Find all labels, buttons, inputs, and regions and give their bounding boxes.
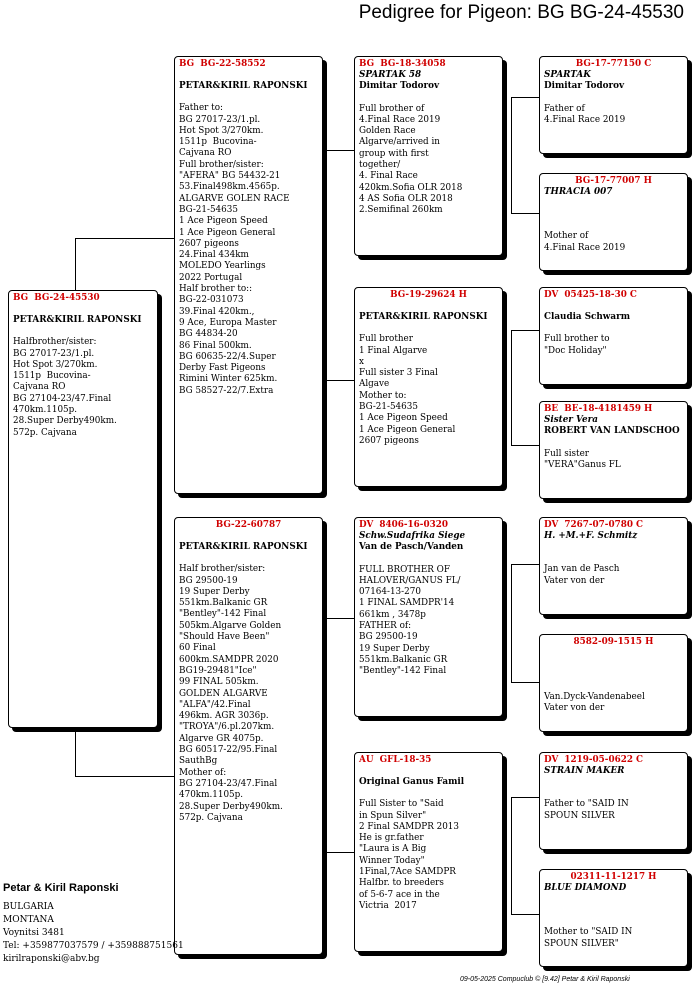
- note-line: 1 Ace Pigeon Speed: [359, 413, 448, 424]
- connector-line: [511, 682, 539, 683]
- pigeon-notes: [544, 927, 683, 950]
- note-line: "Should Have Been": [179, 632, 270, 643]
- ring-number: BE BE-18-4181459 H: [544, 404, 653, 414]
- note-line: Vater von der: [544, 703, 605, 714]
- pigeon-notes: [179, 564, 318, 824]
- breeder-name: Petar & Kiril Raponski: [3, 882, 119, 894]
- ring-number: BG-19-29624 H: [390, 290, 467, 300]
- note-line: 4. Final Race: [359, 171, 418, 182]
- note-line: 505km.Algarve Golden: [179, 620, 282, 631]
- note-line: "TROYA"/6.pl.207km.: [179, 722, 275, 733]
- owner-name: PETAR&KIRIL RAPONSKI: [13, 315, 142, 325]
- note-line: BG 27104-23/47.Final: [179, 778, 278, 789]
- note-line: 1 Final Algarve: [359, 345, 428, 356]
- ring-number: BG BG-24-45530: [13, 293, 100, 303]
- connector-line: [324, 380, 354, 381]
- pigeon-name: Sister Vera: [544, 415, 598, 425]
- connector-line: [324, 618, 354, 619]
- ring-number: BG-17-77150 C: [575, 59, 652, 69]
- note-line: BG-22-031073: [179, 295, 244, 306]
- owner-name: PETAR&KIRIL RAPONSKI: [359, 312, 488, 322]
- note-line: Full sister: [544, 448, 589, 459]
- owner-name: Van de Pasch/Vanden: [359, 542, 464, 553]
- note-line: Mother of:: [179, 767, 227, 778]
- pigeon-name: BLUE DIAMOND: [544, 883, 627, 893]
- pigeon-card-mother-father[interactable]: [354, 517, 503, 717]
- connector-line: [75, 729, 76, 776]
- page-title: Pedigree for Pigeon: BG BG-24-45530: [358, 2, 684, 23]
- note-line: BG 58527-22/7.Extra: [179, 385, 274, 396]
- pigeon-notes: [544, 799, 683, 822]
- note-line: 9 Ace, Europa Master: [179, 317, 277, 328]
- note-line: BG 29500-19: [179, 575, 238, 586]
- ring-number: BG BG-18-34058: [359, 59, 446, 69]
- ring-number: DV 8406-16-0320: [359, 520, 448, 530]
- ring-number: DV 7267-07-0780 C: [544, 520, 643, 530]
- note-line: BG-21-54635: [179, 204, 238, 215]
- note-line: kirilraponski@abv.bg: [3, 954, 100, 964]
- note-line: 1511p Bucovina-: [13, 371, 91, 382]
- note-line: "ALFA"/42.Final: [179, 699, 251, 710]
- owner-name: Claudia Schwarm: [544, 312, 631, 322]
- note-line: Hot Spot 3/270km.: [13, 359, 98, 370]
- note-line: Rimini Winter 625km.: [179, 374, 278, 385]
- note-line: 19 Super Derby: [359, 643, 430, 654]
- connector-line: [511, 797, 539, 798]
- connector-line: [511, 97, 512, 213]
- pigeon-notes: [359, 565, 498, 678]
- note-line: 470km.1105p.: [13, 405, 78, 416]
- note-line: 1 Ace Pigeon General: [359, 424, 456, 435]
- note-line: Half brother/sister:: [179, 564, 266, 575]
- ring-number: DV 1219-05-0622 C: [544, 755, 643, 765]
- note-line: in Spun Silver": [359, 810, 427, 821]
- note-line: BG 60517-22/95.Final: [179, 745, 278, 756]
- note-line: 4 AS Sofia OLR 2018: [359, 193, 453, 204]
- note-line: Full brother to: [544, 334, 610, 345]
- note-line: 28.Super Derby490km.: [179, 801, 283, 812]
- note-line: 07164-13-270: [359, 587, 421, 598]
- owner-name: Dimitar Todorov: [359, 81, 440, 92]
- pigeon-notes: [544, 692, 683, 715]
- pigeon-name: STRAIN MAKER: [544, 766, 625, 776]
- pigeon-card-subject[interactable]: [8, 290, 158, 728]
- note-line: 53.Final498km.4565p.: [179, 182, 280, 193]
- note-line: 2607 pigeons: [179, 238, 239, 249]
- note-line: MOLEDO Yearlings: [179, 261, 266, 272]
- note-line: Golden Race: [359, 126, 416, 137]
- note-line: BG 27017-23/1.pl.: [13, 348, 95, 359]
- note-line: SPOUN SILVER: [544, 810, 615, 821]
- note-line: 551km.Balkanic GR: [359, 654, 448, 665]
- note-line: 39.Final 420km.,: [179, 306, 255, 317]
- note-line: 1 Ace Pigeon General: [179, 227, 276, 238]
- note-line: group with first: [359, 148, 429, 159]
- note-line: 2.Semifinal 260km: [359, 205, 443, 216]
- ring-number: BG-17-77007 H: [575, 176, 652, 186]
- note-line: 2 Final SAMDPR 2013: [359, 821, 459, 832]
- pigeon-card-fmm[interactable]: [539, 401, 688, 499]
- note-line: Jan van de Pasch: [544, 564, 620, 575]
- ring-number: 8582-09-1515 H: [573, 637, 654, 647]
- note-line: "Bentley"-142 Final: [359, 666, 447, 677]
- note-line: Voynitsi 3481: [3, 928, 65, 938]
- note-line: Hot Spot 3/270km.: [179, 125, 264, 136]
- owner-name: Original Ganus Famil: [359, 777, 465, 787]
- note-line: BG-21-54635: [359, 402, 418, 413]
- connector-line: [75, 238, 175, 239]
- connector-line: [511, 564, 512, 682]
- note-line: Cajvana RO: [13, 382, 66, 393]
- note-line: SPOUN SILVER": [544, 938, 619, 949]
- pigeon-card-fff[interactable]: [539, 56, 688, 154]
- note-line: 2607 pigeons: [359, 435, 419, 446]
- note-line: Vater von der: [544, 575, 605, 586]
- ring-number: BG-22-60787: [215, 520, 282, 530]
- note-line: Victria 2017: [359, 900, 417, 911]
- ring-number: 02311-11-1217 H: [570, 872, 657, 882]
- connector-line: [511, 330, 539, 331]
- note-line: 1Final,7Ace SAMDPR: [359, 867, 456, 878]
- pigeon-notes: [359, 334, 498, 447]
- note-line: BG 27104-23/47.Final: [13, 393, 112, 404]
- note-line: Full brother: [359, 334, 413, 345]
- note-line: 551km.Balkanic GR: [179, 598, 268, 609]
- owner-name: ROBERT VAN LANDSCHOO: [544, 426, 680, 437]
- note-line: "Laura is A Big: [359, 844, 427, 855]
- note-line: "Doc Holiday": [544, 345, 607, 356]
- pigeon-name: Schw.Sudafrika Siege: [359, 531, 466, 541]
- note-line: 661km , 3478p: [359, 609, 426, 620]
- note-line: 572p. Cajvana: [179, 812, 243, 823]
- note-line: Algarve/arrived in: [359, 137, 440, 148]
- note-line: of 5-6-7 ace in the: [359, 889, 440, 900]
- breeder-info: [3, 882, 184, 966]
- pigeon-notes: [179, 103, 318, 397]
- pigeon-card-father-father[interactable]: [354, 56, 503, 256]
- note-line: SauthBg: [179, 756, 218, 767]
- note-line: 1511p Bucovina-: [179, 137, 257, 148]
- owner-name: PETAR&KIRIL RAPONSKI: [179, 542, 308, 552]
- note-line: "AFERA" BG 54432-21: [179, 171, 281, 182]
- note-line: Full brother of: [359, 103, 425, 114]
- pigeon-name: SPARTAK 58: [359, 70, 422, 80]
- note-line: FULL BROTHER OF: [359, 564, 450, 575]
- pigeon-card-mmf[interactable]: [539, 752, 688, 850]
- pigeon-name: SPARTAK: [544, 70, 591, 80]
- note-line: 1 FINAL SAMDPR'14: [359, 598, 455, 609]
- pigeon-notes: [359, 799, 498, 912]
- note-line: Father of: [544, 103, 585, 114]
- note-line: GOLDEN ALGARVE: [179, 688, 268, 699]
- pigeon-notes: [544, 104, 683, 127]
- note-line: Derby Fast Pigeons: [179, 363, 266, 374]
- note-line: BG 60635-22/4.Super: [179, 351, 276, 362]
- ring-number: BG BG-22-58552: [179, 59, 266, 69]
- note-line: 4.Final Race 2019: [544, 242, 626, 253]
- pigeon-card-mfm[interactable]: [539, 634, 688, 732]
- ring-number: DV 05425-18-30 C: [544, 290, 637, 300]
- note-line: 19 Super Derby: [179, 586, 250, 597]
- note-line: BG 27017-23/1.pl.: [179, 114, 261, 125]
- note-line: Half brother to::: [179, 284, 253, 295]
- pigeon-notes: [544, 334, 683, 357]
- connector-line: [75, 776, 175, 777]
- pigeon-notes: [13, 337, 153, 439]
- note-line: "Bentley"-142 Final: [179, 609, 267, 620]
- note-line: x: [359, 356, 364, 367]
- connector-line: [324, 852, 354, 853]
- note-line: Cajvana RO: [179, 148, 232, 159]
- note-line: Winner Today": [359, 855, 425, 866]
- note-line: Algave: [359, 379, 390, 390]
- note-line: 86 Final 500km.: [179, 340, 252, 351]
- connector-line: [511, 914, 539, 915]
- note-line: 4.Final Race 2019: [359, 114, 441, 125]
- note-line: BULGARIA: [3, 902, 54, 912]
- pigeon-card-father[interactable]: [174, 56, 323, 494]
- pigeon-notes: [544, 231, 683, 254]
- note-line: Van.Dyck-Vandenabeel: [544, 692, 645, 702]
- note-line: Father to "SAID IN: [544, 799, 629, 810]
- pigeon-card-ffm[interactable]: [539, 173, 688, 271]
- owner-name: PETAR&KIRIL RAPONSKI: [179, 81, 308, 91]
- connector-line: [324, 150, 325, 381]
- pigeon-notes: [544, 564, 683, 587]
- note-line: 1 Ace Pigeon Speed: [179, 216, 268, 227]
- connector-line: [324, 618, 325, 853]
- connector-line: [511, 97, 539, 98]
- note-line: BG 29500-19: [359, 632, 418, 643]
- pigeon-notes: [359, 104, 498, 217]
- note-line: 420km.Sofia OLR 2018: [359, 182, 463, 193]
- note-line: Halfbr. to breeders: [359, 878, 444, 889]
- note-line: 24.Final 434km: [179, 250, 249, 261]
- connector-line: [511, 445, 539, 446]
- note-line: 4.Final Race 2019: [544, 114, 626, 125]
- ring-number: AU GFL-18-35: [359, 755, 432, 765]
- connector-line: [511, 213, 539, 214]
- pigeon-name: H. +M.+F. Schmitz: [544, 531, 638, 541]
- note-line: Mother of: [544, 231, 589, 242]
- note-line: FATHER of:: [359, 621, 412, 632]
- owner-name: Dimitar Todorov: [544, 81, 625, 92]
- print-footer: 09-05-2025 Compuclub © [9.42] Petar & Kiril Raponski: [460, 976, 630, 983]
- connector-line: [511, 564, 539, 565]
- note-line: together/: [359, 160, 401, 171]
- note-line: Mother to:: [359, 390, 407, 401]
- note-line: 496km. AGR 3036p.: [179, 711, 269, 722]
- pigeon-name: THRACIA 007: [544, 187, 613, 197]
- note-line: Full Sister to "Said: [359, 799, 444, 810]
- connector-line: [511, 797, 512, 914]
- connector-line: [75, 238, 76, 290]
- note-line: Full brother/sister:: [179, 159, 264, 170]
- pigeon-card-mmm[interactable]: [539, 869, 688, 967]
- note-line: Mother to "SAID IN: [544, 927, 633, 938]
- note-line: 99 FINAL 505km.: [179, 677, 259, 688]
- pigeon-card-father-mother[interactable]: [354, 287, 503, 487]
- connector-line: [511, 330, 512, 445]
- note-line: He is gr.father: [359, 833, 424, 844]
- note-line: ALGARVE GOLEN RACE: [179, 193, 290, 204]
- pigeon-card-mff[interactable]: [539, 517, 688, 615]
- breeder-contact: [3, 901, 184, 966]
- note-line: "VERA"Ganus FL: [544, 459, 621, 470]
- connector-line: [324, 150, 354, 151]
- pigeon-card-mother[interactable]: [174, 517, 323, 955]
- note-line: 2022 Portugal: [179, 272, 243, 283]
- pigeon-card-fmf[interactable]: [539, 287, 688, 385]
- note-line: BG 44834-20: [179, 329, 238, 340]
- note-line: 600km.SAMDPR 2020: [179, 654, 279, 665]
- note-line: 470km.1105p.: [179, 790, 244, 801]
- pigeon-notes: [544, 449, 683, 472]
- note-line: MONTANA: [3, 915, 54, 925]
- note-line: Father to:: [179, 103, 223, 114]
- note-line: Tel: +359877037579 / +359888751561: [3, 941, 184, 951]
- note-line: Full sister 3 Final: [359, 368, 438, 379]
- note-line: 572p. Cajvana: [13, 427, 77, 438]
- note-line: Algarve GR 4075p.: [179, 733, 264, 744]
- note-line: 60 Final: [179, 643, 216, 654]
- note-line: 28.Super Derby490km.: [13, 416, 117, 427]
- note-line: Halfbrother/sister:: [13, 337, 97, 348]
- note-line: HALOVER/GANUS FL/: [359, 575, 461, 586]
- note-line: BG19-29481"Ice": [179, 665, 257, 676]
- pigeon-card-mother-mother[interactable]: [354, 752, 503, 952]
